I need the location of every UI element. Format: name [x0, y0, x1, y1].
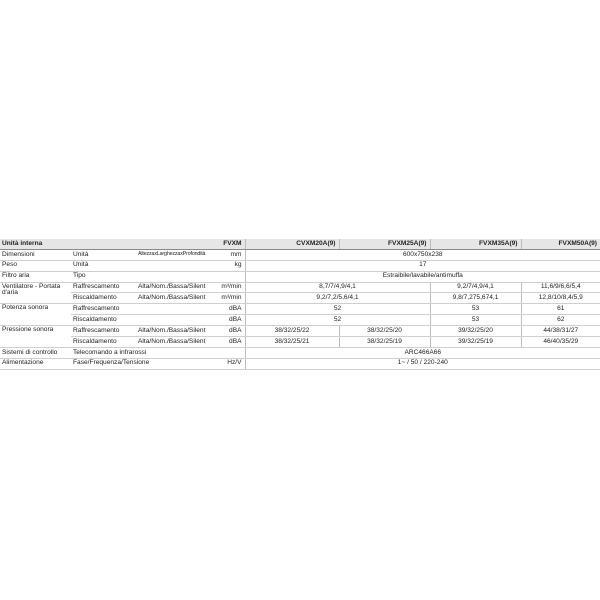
unit-label: dBA [210, 337, 245, 348]
table-row-pressione-risc [0, 337, 600, 348]
table-header-row [0, 239, 600, 249]
sub-label: Riscaldamento [71, 293, 136, 304]
value-cell: ARC466A66 [245, 347, 600, 358]
value-cell: Estraibile/lavabile/antimuffa [245, 271, 600, 282]
param-label: Alta/Nom./Bassa/Silent [136, 326, 210, 337]
group-label: Pressione sonora [0, 326, 71, 348]
sub-label: Tipo [71, 271, 136, 282]
value-cell: 44/38/31/27 [521, 326, 600, 337]
param-label: AltezzaxLarghezzaxProfondità [136, 249, 210, 260]
table-title: Unità interna [0, 239, 210, 249]
value-cell: 9,2/7,2/5,6/4,1 [245, 293, 430, 304]
group-label: Peso [0, 260, 71, 271]
value-cell: 52 [245, 304, 430, 315]
model-header-4: FVXM50A(9) [521, 239, 600, 249]
table-row-peso [0, 260, 600, 271]
sub-label: Raffrescamento [71, 282, 136, 293]
table-row-potenza-risc [0, 315, 600, 326]
group-label: Filtro aria [0, 271, 71, 282]
value-cell: 39/32/25/19 [430, 337, 521, 348]
value-cell: 38/32/25/21 [245, 337, 339, 348]
param-label: Alta/Nom./Bassa/Silent [136, 282, 210, 293]
group-label: Alimentazione [0, 358, 71, 369]
sub-label: Riscaldamento [71, 337, 136, 348]
group-label: Dimensioni [0, 249, 71, 260]
value-cell: 52 [245, 315, 430, 326]
value-cell: 62 [521, 315, 600, 326]
value-cell: 11,6/9/6,6/5,4 [521, 282, 600, 293]
series-label: FVXM [210, 239, 245, 249]
value-cell: 9,2/7/4,9/4,1 [430, 282, 521, 293]
table-row-pressione-raff [0, 326, 600, 337]
group-label: Potenza sonora [0, 304, 71, 326]
model-header-3: FVXM35A(9) [430, 239, 521, 249]
unit-label: Hz/V [210, 358, 245, 369]
value-cell: 53 [430, 315, 521, 326]
value-cell: 38/32/25/19 [339, 337, 430, 348]
model-header-2: FVXM25A(9) [339, 239, 430, 249]
table-row-sistemi [0, 347, 600, 358]
sub-label: Telecomando a infrarossi [71, 347, 210, 358]
sub-label: Unità [71, 249, 136, 260]
table-row-potenza-raff [0, 304, 600, 315]
table-row-dimensioni [0, 249, 600, 260]
unit-label: m³/min [210, 293, 245, 304]
value-cell: 38/32/25/20 [339, 326, 430, 337]
value-cell: 39/32/25/20 [430, 326, 521, 337]
value-cell: 61 [521, 304, 600, 315]
value-cell: 600x750x238 [245, 249, 600, 260]
sub-label: Riscaldamento [71, 315, 136, 326]
sub-label: Unità [71, 260, 136, 271]
unit-label: dBA [210, 315, 245, 326]
value-cell: 12,8/10/8,4/5,9 [521, 293, 600, 304]
param-label: Alta/Nom./Bassa/Silent [136, 293, 210, 304]
model-header-1: CVXM20A(9) [245, 239, 339, 249]
value-cell: 1~ / 50 / 220-240 [245, 358, 600, 369]
value-cell: 53 [430, 304, 521, 315]
unit-label: kg [210, 260, 245, 271]
unit-label: m³/min [210, 282, 245, 293]
value-cell: 9,8/7,275,674,1 [430, 293, 521, 304]
unit-label: dBA [210, 304, 245, 315]
table-row-filtro [0, 271, 600, 282]
table-row-alimentazione [0, 358, 600, 369]
param-label: Alta/Nom./Bassa/Silent [136, 337, 210, 348]
group-label: Sistemi di controllo [0, 347, 71, 358]
sub-label: Raffrescamento [71, 304, 136, 315]
table-row-ventilatore-risc [0, 293, 600, 304]
unit-label: mm [210, 249, 245, 260]
unit-label: dBA [210, 326, 245, 337]
value-cell: 38/32/25/22 [245, 326, 339, 337]
value-cell: 17 [245, 260, 600, 271]
spec-table [0, 239, 600, 370]
group-label: Ventilatore - Portata d'aria [0, 282, 71, 304]
table-row-ventilatore-raff [0, 282, 600, 293]
value-cell: 8,7/7/4,9/4,1 [245, 282, 430, 293]
sub-label: Fase/Frequenza/Tensione [71, 358, 210, 369]
sub-label: Raffrescamento [71, 326, 136, 337]
value-cell: 46/40/35/29 [521, 337, 600, 348]
